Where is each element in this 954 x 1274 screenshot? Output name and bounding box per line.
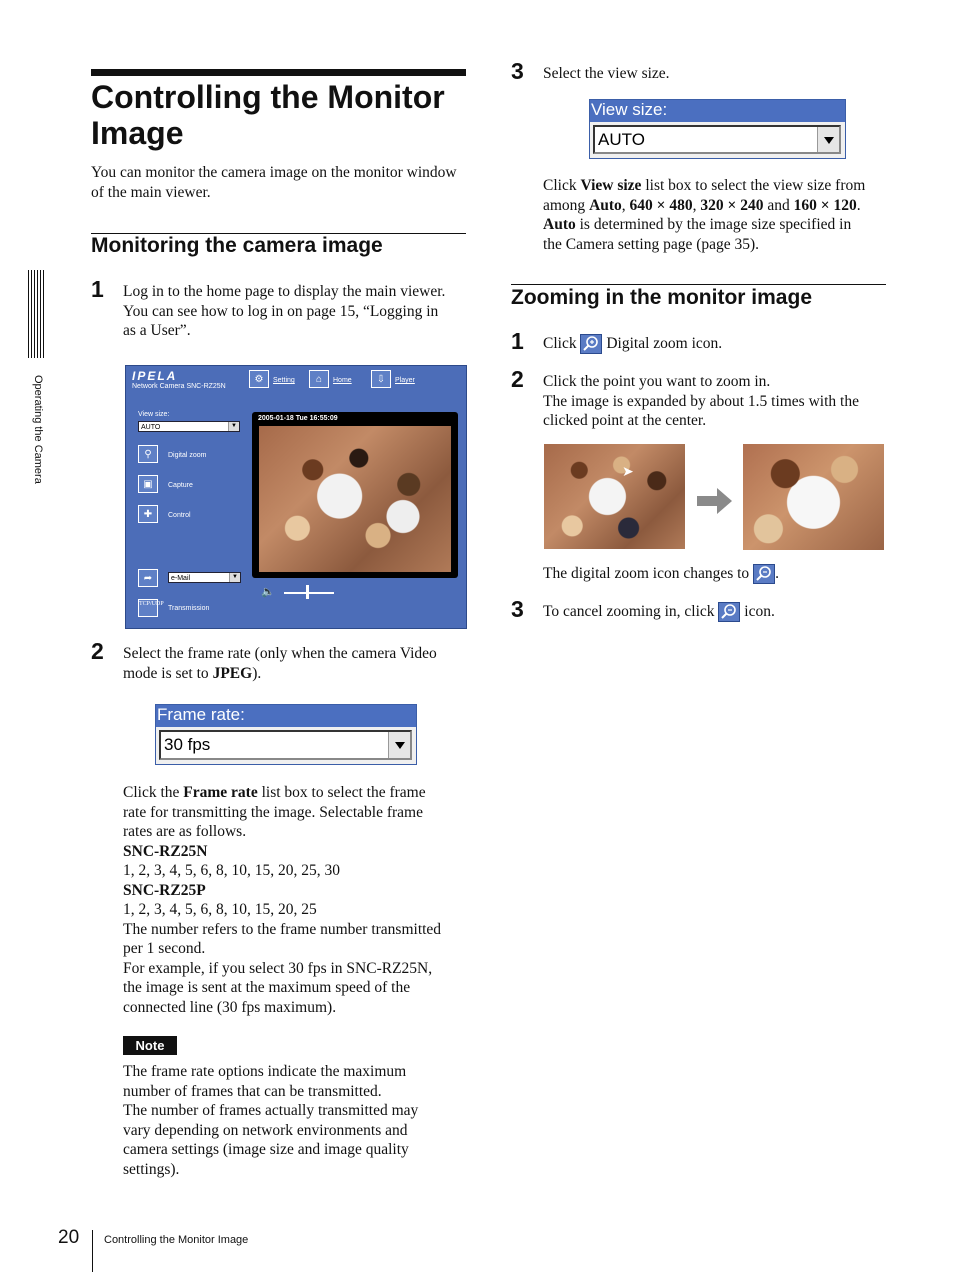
control-label: Control	[168, 512, 191, 519]
step3-text: Select the view size.	[543, 65, 670, 82]
digital-zoom-icon[interactable]	[580, 334, 602, 354]
chevron-down-icon: ▼	[229, 573, 240, 582]
zoom-cancel-icon[interactable]	[718, 602, 740, 622]
step-number: 3	[511, 58, 524, 84]
frame-rate-label: Frame rate:	[157, 705, 245, 724]
setting-link[interactable]: Setting	[273, 377, 295, 384]
step2-text: Select the frame rate (only when the camera Video mode is set to JPEG).	[123, 645, 437, 682]
view-size-widget-select[interactable]: AUTO	[593, 125, 841, 154]
step-number: 2	[511, 366, 524, 392]
tcp-udp-icon[interactable]: TCP/UDP	[138, 599, 158, 617]
frame-rate-widget	[155, 704, 417, 765]
zoom-icon-change-text: The digital zoom icon changes to .	[543, 565, 779, 582]
side-section-label: Operating the Camera	[32, 375, 44, 484]
step-number: 3	[511, 596, 524, 622]
chevron-down-icon	[388, 732, 410, 758]
zoom-step1-text: Click Digital zoom icon.	[543, 335, 723, 352]
step-number: 2	[91, 638, 104, 664]
monitor-window[interactable]	[252, 412, 458, 578]
home-icon[interactable]: ⌂	[309, 370, 329, 388]
view-size-widget	[589, 99, 846, 159]
main-viewer-screenshot	[125, 365, 467, 629]
section-rule	[511, 284, 886, 285]
capture-label: Capture	[168, 482, 193, 489]
side-tab-marker	[28, 270, 46, 358]
view-size-widget-label: View size:	[591, 100, 668, 119]
title-rule	[91, 69, 466, 76]
volume-slider-handle[interactable]	[306, 585, 309, 599]
monitoring-heading: Monitoring the camera image	[91, 234, 383, 257]
setting-icon[interactable]: ⚙	[249, 370, 269, 388]
note-text: The frame rate options indicate the maximum number of frames that can be transmitted. The number of frames actually transmitted may vary depending on network environments and camera settings (image size and image quality settings).	[123, 1063, 419, 1178]
frame-rate-description: Click the Frame rate list box to select the frame rate for transmitting the image. Selectable frame rates are as follows. SNC-RZ25N 1, 2, 3, 4, 5, 6, 8, 10, 15, 20, 25, 30 SNC-RZ25P 1, 2, 3, 4, 5, 6, 8, 10, 15, 20, 25 The number refers to the frame number transmitted per 1 second. For example, if you select 30 fps in SNC-RZ25N, the image is sent at the maximum speed of the connected line (30 fps maximum).	[123, 784, 442, 1016]
frame-rate-select[interactable]: 30 fps	[159, 730, 412, 760]
note-tag: Note	[123, 1036, 177, 1055]
view-size-select[interactable]: AUTO ▼	[138, 421, 240, 432]
page-title: Controlling the Monitor Image	[91, 79, 445, 151]
model-label: Network Camera SNC-RZ25N	[132, 383, 226, 390]
arrow-right-icon	[697, 486, 733, 516]
page-number: 20	[58, 1227, 80, 1248]
brand-logo: IPELA	[132, 369, 178, 383]
step-number: 1	[91, 276, 104, 302]
chevron-down-icon	[817, 127, 839, 152]
timestamp: 2005-01-18 Tue 16:55:09	[258, 415, 338, 422]
step1-text: Log in to the home page to display the main viewer. You can see how to log in on page 15, “Logging in as a User”.	[123, 283, 446, 339]
zoom-after-image	[743, 444, 884, 550]
zoom-step2-text: Click the point you want to zoom in. The image is expanded by about 1.5 times with the clicked point at the center.	[543, 373, 859, 429]
zoom-before-image	[544, 444, 685, 549]
digital-zoom-icon[interactable]: ⚲	[138, 445, 158, 463]
capture-icon[interactable]: ▣	[138, 475, 158, 493]
trigger-icon[interactable]: ➦	[138, 569, 158, 587]
player-icon[interactable]: ⇩	[371, 370, 391, 388]
footer-title: Controlling the Monitor Image	[104, 1234, 249, 1246]
digital-zoom-label: Digital zoom	[168, 452, 207, 459]
zoom-active-icon[interactable]	[753, 564, 775, 584]
chevron-down-icon: ▼	[228, 422, 239, 431]
zoom-step3-text: To cancel zooming in, click icon.	[543, 603, 775, 620]
intro-text: You can monitor the camera image on the monitor window of the main viewer.	[91, 164, 457, 201]
volume-icon[interactable]: 🔈	[261, 586, 275, 598]
transmission-label: Transmission	[168, 605, 210, 612]
volume-slider[interactable]	[284, 592, 334, 594]
cursor-icon: ➤	[622, 465, 634, 480]
footer-divider	[92, 1230, 93, 1272]
home-link[interactable]: Home	[333, 377, 352, 384]
view-size-label: View size:	[138, 411, 170, 418]
trigger-select[interactable]: e-Mail ▼	[168, 572, 241, 583]
step-number: 1	[511, 328, 524, 354]
player-link[interactable]: Player	[395, 377, 415, 384]
control-icon[interactable]: ✚	[138, 505, 158, 523]
view-size-description: Click View size list box to select the view size from among Auto, 640 × 480, 320 × 240 and 160 × 120. Auto is determined by the image size specified in the Camera setting page (page 35).	[543, 177, 866, 253]
camera-image	[259, 426, 451, 572]
zoom-heading: Zooming in the monitor image	[511, 286, 812, 309]
